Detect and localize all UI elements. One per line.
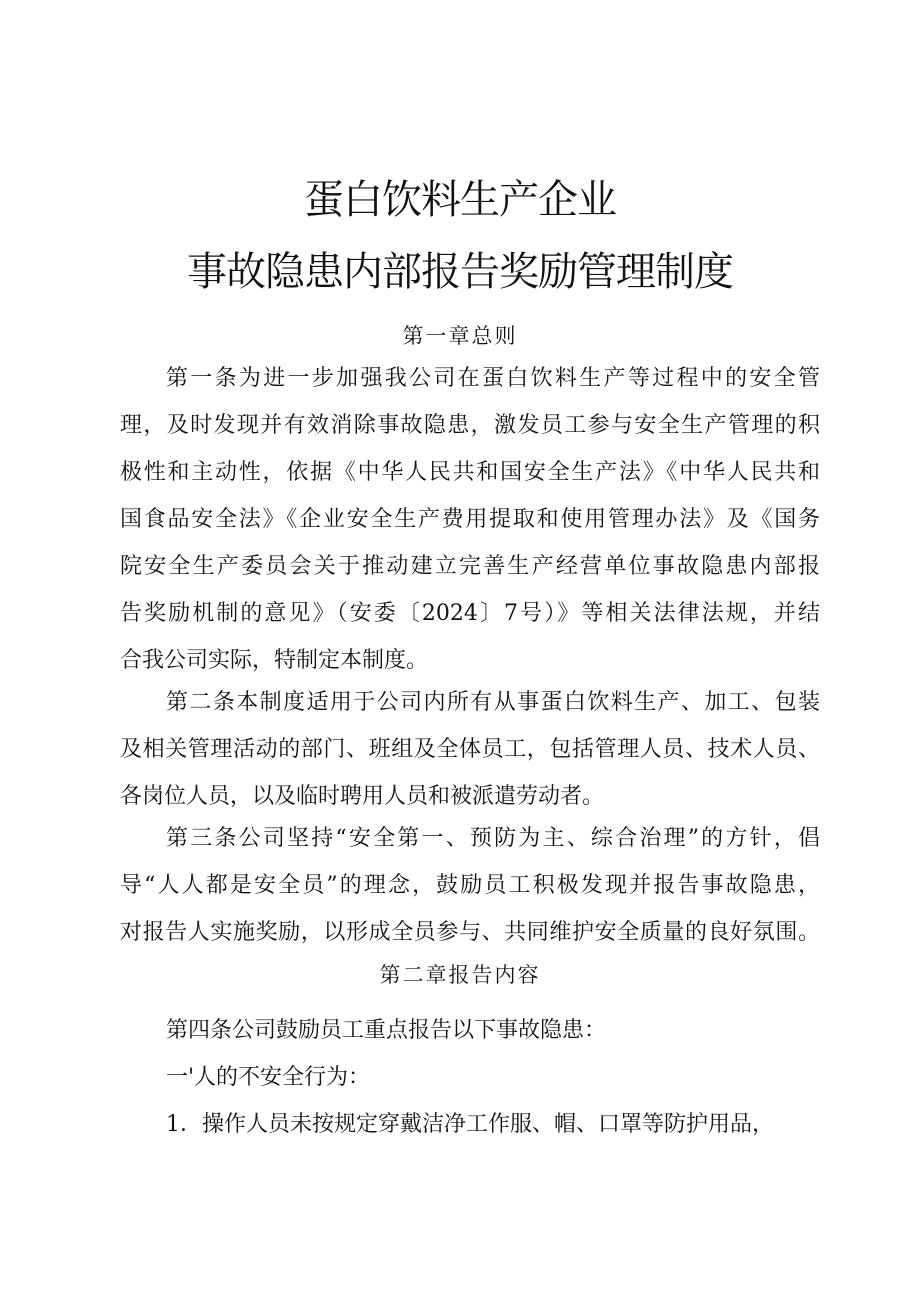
paragraph-line: 对报告人实施奖励，以形成全员参与、共同维护安全质量的良好氛围。 [120, 920, 820, 945]
paragraph-line: 第一条为进一步加强我公司在蛋白饮料生产等过程中的安全管 [166, 366, 820, 391]
paragraph-line: 第三条公司坚持“安全第一、预防为主、综合治理”的方针，倡 [166, 826, 820, 851]
chapter-heading: 第二章报告内容 [379, 963, 541, 987]
paragraph-line: 第四条公司鼓励员工重点报告以下事故隐患： [166, 1018, 607, 1043]
paragraph-line: 导“人人都是安全员”的理念，鼓励员工积极发现并报告事故隐患， [120, 873, 820, 898]
paragraph-line: 理，及时发现并有效消除事故隐患，激发员工参与安全生产管理的积 [120, 413, 820, 438]
paragraph-line: 告奖励机制的意见》（安委〔2024〕7号）》等相关法律法规，并结 [120, 601, 820, 626]
paragraph-line: 极性和主动性，依据《中华人民共和国安全生产法》《中华人民共和 [120, 460, 820, 485]
chapter-heading: 第一章总则 [402, 324, 518, 348]
paragraph-line: 国食品安全法》《企业安全生产费用提取和使用管理办法》及《国务 [120, 507, 820, 532]
list-item: 1．操作人员未按规定穿戴洁净工作服、帽、口罩等防护用品， [166, 1112, 774, 1137]
paragraph-line: 合我公司实际，特制定本制度。 [120, 648, 429, 673]
paragraph-line: 及相关管理活动的部门、班组及全体员工，包括管理人员、技术人员、 [120, 737, 820, 762]
list-heading: 一'人的不安全行为： [166, 1065, 371, 1090]
document-title-line-2: 事故隐患内部报告奖励管理制度 [187, 249, 733, 295]
paragraph-line: 院安全生产委员会关于推动建立完善生产经营单位事故隐患内部报 [120, 554, 820, 579]
document-title-line-1: 蛋白饮料生产企业 [304, 177, 616, 223]
paragraph-line: 第二条本制度适用于公司内所有从事蛋白饮料生产、加工、包装 [166, 690, 820, 715]
paragraph-line: 各岗位人员，以及临时聘用人员和被派遣劳动者。 [120, 784, 605, 809]
